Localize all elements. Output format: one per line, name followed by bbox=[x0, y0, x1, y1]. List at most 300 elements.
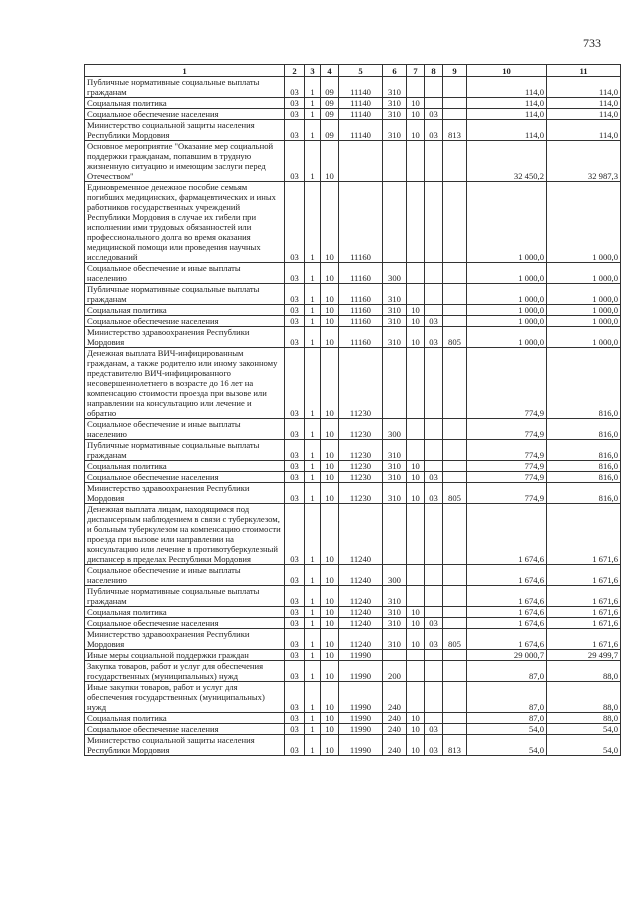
code-col5: 11240 bbox=[339, 565, 383, 586]
row-name: Закупка товаров, работ и услуг для обеспечения государственных (муниципальных) нужд bbox=[85, 661, 285, 682]
code-col5: 11990 bbox=[339, 713, 383, 724]
row-name: Социальное обеспечение и иные выплаты населению bbox=[85, 263, 285, 284]
code-col8 bbox=[425, 305, 443, 316]
code-col6: 310 bbox=[383, 109, 407, 120]
code-col4: 10 bbox=[321, 461, 339, 472]
code-col2: 03 bbox=[285, 629, 305, 650]
amount-col10: 1 000,0 bbox=[467, 263, 547, 284]
column-header: 4 bbox=[321, 65, 339, 77]
code-col2: 03 bbox=[285, 661, 305, 682]
code-col6: 310 bbox=[383, 316, 407, 327]
row-name: Иные закупки товаров, работ и услуг для обеспечения государственных (муниципальных) нужд bbox=[85, 682, 285, 713]
code-col4: 10 bbox=[321, 327, 339, 348]
code-col8 bbox=[425, 650, 443, 661]
code-col2: 03 bbox=[285, 305, 305, 316]
code-col2: 03 bbox=[285, 472, 305, 483]
table-row bbox=[85, 141, 621, 182]
code-col2: 03 bbox=[285, 565, 305, 586]
table-row bbox=[85, 618, 621, 629]
code-col9 bbox=[443, 713, 467, 724]
code-col4: 10 bbox=[321, 472, 339, 483]
code-col5: 11230 bbox=[339, 483, 383, 504]
row-name: Министерство здравоохранения Республики Мордовия bbox=[85, 629, 285, 650]
code-col7: 10 bbox=[407, 618, 425, 629]
table-row bbox=[85, 713, 621, 724]
amount-col11: 1 671,6 bbox=[547, 618, 621, 629]
amount-col11: 88,0 bbox=[547, 661, 621, 682]
code-col6 bbox=[383, 348, 407, 419]
code-col8 bbox=[425, 98, 443, 109]
amount-col11: 816,0 bbox=[547, 472, 621, 483]
amount-col11: 114,0 bbox=[547, 98, 621, 109]
code-col5: 11160 bbox=[339, 305, 383, 316]
amount-col10: 774,9 bbox=[467, 483, 547, 504]
column-header: 2 bbox=[285, 65, 305, 77]
code-col7 bbox=[407, 77, 425, 98]
code-col8: 03 bbox=[425, 472, 443, 483]
code-col3: 1 bbox=[305, 263, 321, 284]
code-col6: 310 bbox=[383, 120, 407, 141]
code-col6: 310 bbox=[383, 618, 407, 629]
code-col9 bbox=[443, 284, 467, 305]
table-row bbox=[85, 565, 621, 586]
amount-col10: 1 674,6 bbox=[467, 504, 547, 565]
amount-col10: 29 000,7 bbox=[467, 650, 547, 661]
table-row bbox=[85, 109, 621, 120]
code-col8 bbox=[425, 348, 443, 419]
code-col2: 03 bbox=[285, 120, 305, 141]
code-col3: 1 bbox=[305, 607, 321, 618]
code-col7 bbox=[407, 419, 425, 440]
code-col4: 10 bbox=[321, 504, 339, 565]
code-col5: 11140 bbox=[339, 98, 383, 109]
code-col7: 10 bbox=[407, 327, 425, 348]
code-col5: 11990 bbox=[339, 735, 383, 756]
row-name: Публичные нормативные социальные выплаты гражданам bbox=[85, 77, 285, 98]
amount-col11: 54,0 bbox=[547, 724, 621, 735]
amount-col11: 816,0 bbox=[547, 419, 621, 440]
code-col7 bbox=[407, 284, 425, 305]
table-row bbox=[85, 661, 621, 682]
table-row bbox=[85, 504, 621, 565]
row-name: Министерство здравоохранения Республики Мордовия bbox=[85, 483, 285, 504]
code-col8: 03 bbox=[425, 327, 443, 348]
code-col7 bbox=[407, 586, 425, 607]
row-name: Единовременное денежное пособие семьям погибших медицинских, фармацевтических и иных работников государственных учреждений Республики Мордовия в случае их гибели при исполнении ими трудовых обязанностей или профессионального долга во время оказания медицинской помощи или проведения научных исследований bbox=[85, 182, 285, 263]
code-col3: 1 bbox=[305, 483, 321, 504]
code-col4: 10 bbox=[321, 724, 339, 735]
code-col4: 10 bbox=[321, 141, 339, 182]
code-col9 bbox=[443, 618, 467, 629]
code-col7: 10 bbox=[407, 316, 425, 327]
code-col7 bbox=[407, 348, 425, 419]
code-col5: 11230 bbox=[339, 440, 383, 461]
row-name: Публичные нормативные социальные выплаты гражданам bbox=[85, 440, 285, 461]
table-row bbox=[85, 472, 621, 483]
code-col4: 10 bbox=[321, 263, 339, 284]
code-col9 bbox=[443, 650, 467, 661]
code-col2: 03 bbox=[285, 483, 305, 504]
code-col7: 10 bbox=[407, 120, 425, 141]
code-col3: 1 bbox=[305, 504, 321, 565]
code-col5: 11990 bbox=[339, 661, 383, 682]
code-col8 bbox=[425, 586, 443, 607]
code-col3: 1 bbox=[305, 735, 321, 756]
code-col8 bbox=[425, 263, 443, 284]
code-col9 bbox=[443, 316, 467, 327]
table-row bbox=[85, 682, 621, 713]
code-col5: 11240 bbox=[339, 586, 383, 607]
code-col7 bbox=[407, 650, 425, 661]
table-row bbox=[85, 98, 621, 109]
code-col3: 1 bbox=[305, 419, 321, 440]
row-name: Социальное обеспечение и иные выплаты населению bbox=[85, 565, 285, 586]
code-col3: 1 bbox=[305, 724, 321, 735]
code-col8 bbox=[425, 77, 443, 98]
table-row bbox=[85, 419, 621, 440]
code-col4: 10 bbox=[321, 713, 339, 724]
code-col7: 10 bbox=[407, 724, 425, 735]
table-row bbox=[85, 724, 621, 735]
code-col6 bbox=[383, 504, 407, 565]
code-col8: 03 bbox=[425, 618, 443, 629]
code-col2: 03 bbox=[285, 182, 305, 263]
amount-col10: 774,9 bbox=[467, 472, 547, 483]
code-col3: 1 bbox=[305, 618, 321, 629]
code-col8 bbox=[425, 284, 443, 305]
code-col3: 1 bbox=[305, 461, 321, 472]
amount-col10: 1 000,0 bbox=[467, 305, 547, 316]
code-col2: 03 bbox=[285, 735, 305, 756]
code-col9 bbox=[443, 141, 467, 182]
code-col5: 11240 bbox=[339, 504, 383, 565]
code-col4: 10 bbox=[321, 182, 339, 263]
code-col7 bbox=[407, 565, 425, 586]
code-col3: 1 bbox=[305, 565, 321, 586]
code-col9 bbox=[443, 461, 467, 472]
code-col6: 310 bbox=[383, 284, 407, 305]
row-name: Социальное обеспечение и иные выплаты населению bbox=[85, 419, 285, 440]
code-col3: 1 bbox=[305, 327, 321, 348]
code-col6: 240 bbox=[383, 735, 407, 756]
table-row bbox=[85, 263, 621, 284]
code-col7: 10 bbox=[407, 472, 425, 483]
table-row bbox=[85, 735, 621, 756]
code-col5: 11990 bbox=[339, 724, 383, 735]
code-col6 bbox=[383, 182, 407, 263]
code-col6: 310 bbox=[383, 98, 407, 109]
code-col3: 1 bbox=[305, 182, 321, 263]
column-header: 8 bbox=[425, 65, 443, 77]
table-body bbox=[85, 77, 621, 756]
code-col7 bbox=[407, 682, 425, 713]
code-col6: 310 bbox=[383, 461, 407, 472]
amount-col11: 1 671,6 bbox=[547, 504, 621, 565]
row-name: Основное мероприятие "Оказание мер социальной поддержки гражданам, попавшим в трудную жизненную ситуацию и имеющим заслуги перед Отечеством" bbox=[85, 141, 285, 182]
code-col4: 10 bbox=[321, 661, 339, 682]
code-col5: 11230 bbox=[339, 461, 383, 472]
code-col5: 11240 bbox=[339, 607, 383, 618]
code-col7: 10 bbox=[407, 109, 425, 120]
table-row bbox=[85, 316, 621, 327]
amount-col11: 1 000,0 bbox=[547, 263, 621, 284]
amount-col10: 114,0 bbox=[467, 109, 547, 120]
row-name: Социальное обеспечение населения bbox=[85, 618, 285, 629]
amount-col11: 1 000,0 bbox=[547, 284, 621, 305]
code-col2: 03 bbox=[285, 419, 305, 440]
code-col5: 11140 bbox=[339, 77, 383, 98]
table-row bbox=[85, 650, 621, 661]
code-col8: 03 bbox=[425, 316, 443, 327]
code-col3: 1 bbox=[305, 284, 321, 305]
code-col8 bbox=[425, 565, 443, 586]
code-col3: 1 bbox=[305, 305, 321, 316]
code-col9: 805 bbox=[443, 483, 467, 504]
code-col6 bbox=[383, 141, 407, 182]
code-col7: 10 bbox=[407, 98, 425, 109]
code-col5: 11240 bbox=[339, 618, 383, 629]
code-col6: 310 bbox=[383, 440, 407, 461]
column-header: 7 bbox=[407, 65, 425, 77]
code-col5: 11990 bbox=[339, 650, 383, 661]
code-col6: 310 bbox=[383, 607, 407, 618]
amount-col11: 1 671,6 bbox=[547, 586, 621, 607]
code-col9 bbox=[443, 263, 467, 284]
amount-col11: 816,0 bbox=[547, 348, 621, 419]
code-col7 bbox=[407, 141, 425, 182]
code-col4: 10 bbox=[321, 305, 339, 316]
code-col6: 310 bbox=[383, 77, 407, 98]
code-col7 bbox=[407, 263, 425, 284]
amount-col11: 114,0 bbox=[547, 77, 621, 98]
amount-col10: 774,9 bbox=[467, 348, 547, 419]
column-header: 9 bbox=[443, 65, 467, 77]
code-col2: 03 bbox=[285, 327, 305, 348]
row-name: Министерство социальной защиты населения Республики Мордовия bbox=[85, 120, 285, 141]
row-name: Публичные нормативные социальные выплаты гражданам bbox=[85, 284, 285, 305]
table-row bbox=[85, 348, 621, 419]
code-col8: 03 bbox=[425, 724, 443, 735]
code-col5: 11230 bbox=[339, 419, 383, 440]
code-col4: 09 bbox=[321, 77, 339, 98]
code-col7 bbox=[407, 440, 425, 461]
code-col8: 03 bbox=[425, 483, 443, 504]
code-col3: 1 bbox=[305, 109, 321, 120]
code-col3: 1 bbox=[305, 348, 321, 419]
code-col6: 200 bbox=[383, 661, 407, 682]
code-col9 bbox=[443, 682, 467, 713]
row-name: Социальная политика bbox=[85, 607, 285, 618]
code-col5: 11990 bbox=[339, 682, 383, 713]
code-col6: 300 bbox=[383, 419, 407, 440]
code-col8: 03 bbox=[425, 120, 443, 141]
code-col3: 1 bbox=[305, 682, 321, 713]
code-col8 bbox=[425, 607, 443, 618]
code-col9 bbox=[443, 724, 467, 735]
code-col3: 1 bbox=[305, 650, 321, 661]
code-col2: 03 bbox=[285, 586, 305, 607]
amount-col11: 88,0 bbox=[547, 713, 621, 724]
code-col8 bbox=[425, 182, 443, 263]
row-name: Социальное обеспечение населения bbox=[85, 109, 285, 120]
amount-col11: 816,0 bbox=[547, 440, 621, 461]
code-col4: 10 bbox=[321, 419, 339, 440]
amount-col10: 1 000,0 bbox=[467, 327, 547, 348]
code-col2: 03 bbox=[285, 109, 305, 120]
code-col6: 240 bbox=[383, 724, 407, 735]
code-col9 bbox=[443, 348, 467, 419]
amount-col10: 114,0 bbox=[467, 98, 547, 109]
code-col7: 10 bbox=[407, 305, 425, 316]
code-col6: 310 bbox=[383, 586, 407, 607]
code-col5: 11230 bbox=[339, 472, 383, 483]
code-col7: 10 bbox=[407, 483, 425, 504]
code-col9: 813 bbox=[443, 735, 467, 756]
code-col8 bbox=[425, 440, 443, 461]
table-row bbox=[85, 284, 621, 305]
amount-col10: 87,0 bbox=[467, 682, 547, 713]
code-col7 bbox=[407, 661, 425, 682]
amount-col10: 774,9 bbox=[467, 419, 547, 440]
code-col3: 1 bbox=[305, 141, 321, 182]
code-col9: 805 bbox=[443, 327, 467, 348]
column-header: 1 bbox=[85, 65, 285, 77]
code-col4: 10 bbox=[321, 650, 339, 661]
code-col8 bbox=[425, 682, 443, 713]
amount-col10: 32 450,2 bbox=[467, 141, 547, 182]
amount-col10: 1 000,0 bbox=[467, 182, 547, 263]
code-col6: 300 bbox=[383, 263, 407, 284]
code-col3: 1 bbox=[305, 629, 321, 650]
code-col4: 10 bbox=[321, 735, 339, 756]
code-col6: 240 bbox=[383, 713, 407, 724]
code-col5: 11160 bbox=[339, 284, 383, 305]
code-col2: 03 bbox=[285, 713, 305, 724]
column-header: 3 bbox=[305, 65, 321, 77]
amount-col11: 114,0 bbox=[547, 109, 621, 120]
code-col5: 11140 bbox=[339, 120, 383, 141]
code-col9 bbox=[443, 98, 467, 109]
code-col2: 03 bbox=[285, 77, 305, 98]
amount-col11: 88,0 bbox=[547, 682, 621, 713]
table-row bbox=[85, 77, 621, 98]
code-col6: 310 bbox=[383, 629, 407, 650]
column-header: 10 bbox=[467, 65, 547, 77]
amount-col11: 32 987,3 bbox=[547, 141, 621, 182]
table-row bbox=[85, 607, 621, 618]
code-col4: 10 bbox=[321, 483, 339, 504]
amount-col10: 1 000,0 bbox=[467, 316, 547, 327]
row-name: Публичные нормативные социальные выплаты гражданам bbox=[85, 586, 285, 607]
amount-col10: 1 674,6 bbox=[467, 607, 547, 618]
column-header: 6 bbox=[383, 65, 407, 77]
amount-col10: 54,0 bbox=[467, 724, 547, 735]
code-col6: 310 bbox=[383, 472, 407, 483]
code-col8 bbox=[425, 419, 443, 440]
column-header: 11 bbox=[547, 65, 621, 77]
code-col2: 03 bbox=[285, 682, 305, 713]
code-col6 bbox=[383, 650, 407, 661]
code-col2: 03 bbox=[285, 98, 305, 109]
amount-col11: 1 000,0 bbox=[547, 316, 621, 327]
code-col6: 300 bbox=[383, 565, 407, 586]
row-name: Денежная выплата ВИЧ-инфицированным гражданам, а также родителю или иному законному представителю ВИЧ-инфицированного несовершеннолетнего в возрасте до 16 лет на компенсацию стоимости проезда при вызове или направлении на консультацию или лечение и обратно bbox=[85, 348, 285, 419]
code-col2: 03 bbox=[285, 141, 305, 182]
amount-col11: 114,0 bbox=[547, 120, 621, 141]
table-row bbox=[85, 182, 621, 263]
table-row bbox=[85, 440, 621, 461]
code-col5: 11160 bbox=[339, 182, 383, 263]
code-col9 bbox=[443, 440, 467, 461]
code-col2: 03 bbox=[285, 440, 305, 461]
amount-col11: 1 000,0 bbox=[547, 305, 621, 316]
amount-col11: 1 671,6 bbox=[547, 565, 621, 586]
code-col5: 11140 bbox=[339, 109, 383, 120]
code-col2: 03 bbox=[285, 284, 305, 305]
code-col8 bbox=[425, 661, 443, 682]
code-col6: 310 bbox=[383, 305, 407, 316]
amount-col10: 1 674,6 bbox=[467, 586, 547, 607]
amount-col11: 816,0 bbox=[547, 483, 621, 504]
code-col4: 09 bbox=[321, 120, 339, 141]
row-name: Денежная выплата лицам, находящимся под диспансерным наблюдением в связи с туберкулезом, и больным туберкулезом на компенсацию стоимости проезда при вызове или направлении на консультацию или лечение в противотуберкулезный диспансер в пределах Республики Мордовия bbox=[85, 504, 285, 565]
table-row bbox=[85, 629, 621, 650]
row-name: Социальное обеспечение населения bbox=[85, 724, 285, 735]
code-col6: 310 bbox=[383, 327, 407, 348]
amount-col10: 114,0 bbox=[467, 77, 547, 98]
code-col2: 03 bbox=[285, 504, 305, 565]
amount-col10: 774,9 bbox=[467, 440, 547, 461]
code-col9 bbox=[443, 607, 467, 618]
amount-col10: 1 000,0 bbox=[467, 284, 547, 305]
code-col3: 1 bbox=[305, 586, 321, 607]
code-col3: 1 bbox=[305, 472, 321, 483]
code-col2: 03 bbox=[285, 348, 305, 419]
table-row bbox=[85, 461, 621, 472]
code-col8: 03 bbox=[425, 735, 443, 756]
table-row bbox=[85, 586, 621, 607]
code-col7: 10 bbox=[407, 735, 425, 756]
page-number: 733 bbox=[583, 36, 601, 50]
code-col3: 1 bbox=[305, 316, 321, 327]
code-col4: 10 bbox=[321, 586, 339, 607]
code-col3: 1 bbox=[305, 98, 321, 109]
code-col2: 03 bbox=[285, 263, 305, 284]
code-col8 bbox=[425, 504, 443, 565]
code-col4: 10 bbox=[321, 682, 339, 713]
table-row bbox=[85, 483, 621, 504]
code-col5: 11240 bbox=[339, 629, 383, 650]
code-col4: 10 bbox=[321, 565, 339, 586]
code-col4: 10 bbox=[321, 607, 339, 618]
code-col5 bbox=[339, 141, 383, 182]
code-col8: 03 bbox=[425, 109, 443, 120]
table-row bbox=[85, 305, 621, 316]
row-name: Министерство здравоохранения Республики Мордовия bbox=[85, 327, 285, 348]
code-col8 bbox=[425, 713, 443, 724]
code-col5: 11160 bbox=[339, 316, 383, 327]
code-col2: 03 bbox=[285, 461, 305, 472]
code-col8: 03 bbox=[425, 629, 443, 650]
code-col8 bbox=[425, 461, 443, 472]
code-col9: 805 bbox=[443, 629, 467, 650]
code-col2: 03 bbox=[285, 618, 305, 629]
code-col9 bbox=[443, 109, 467, 120]
code-col4: 09 bbox=[321, 98, 339, 109]
code-col9 bbox=[443, 472, 467, 483]
code-col3: 1 bbox=[305, 120, 321, 141]
code-col4: 10 bbox=[321, 316, 339, 327]
